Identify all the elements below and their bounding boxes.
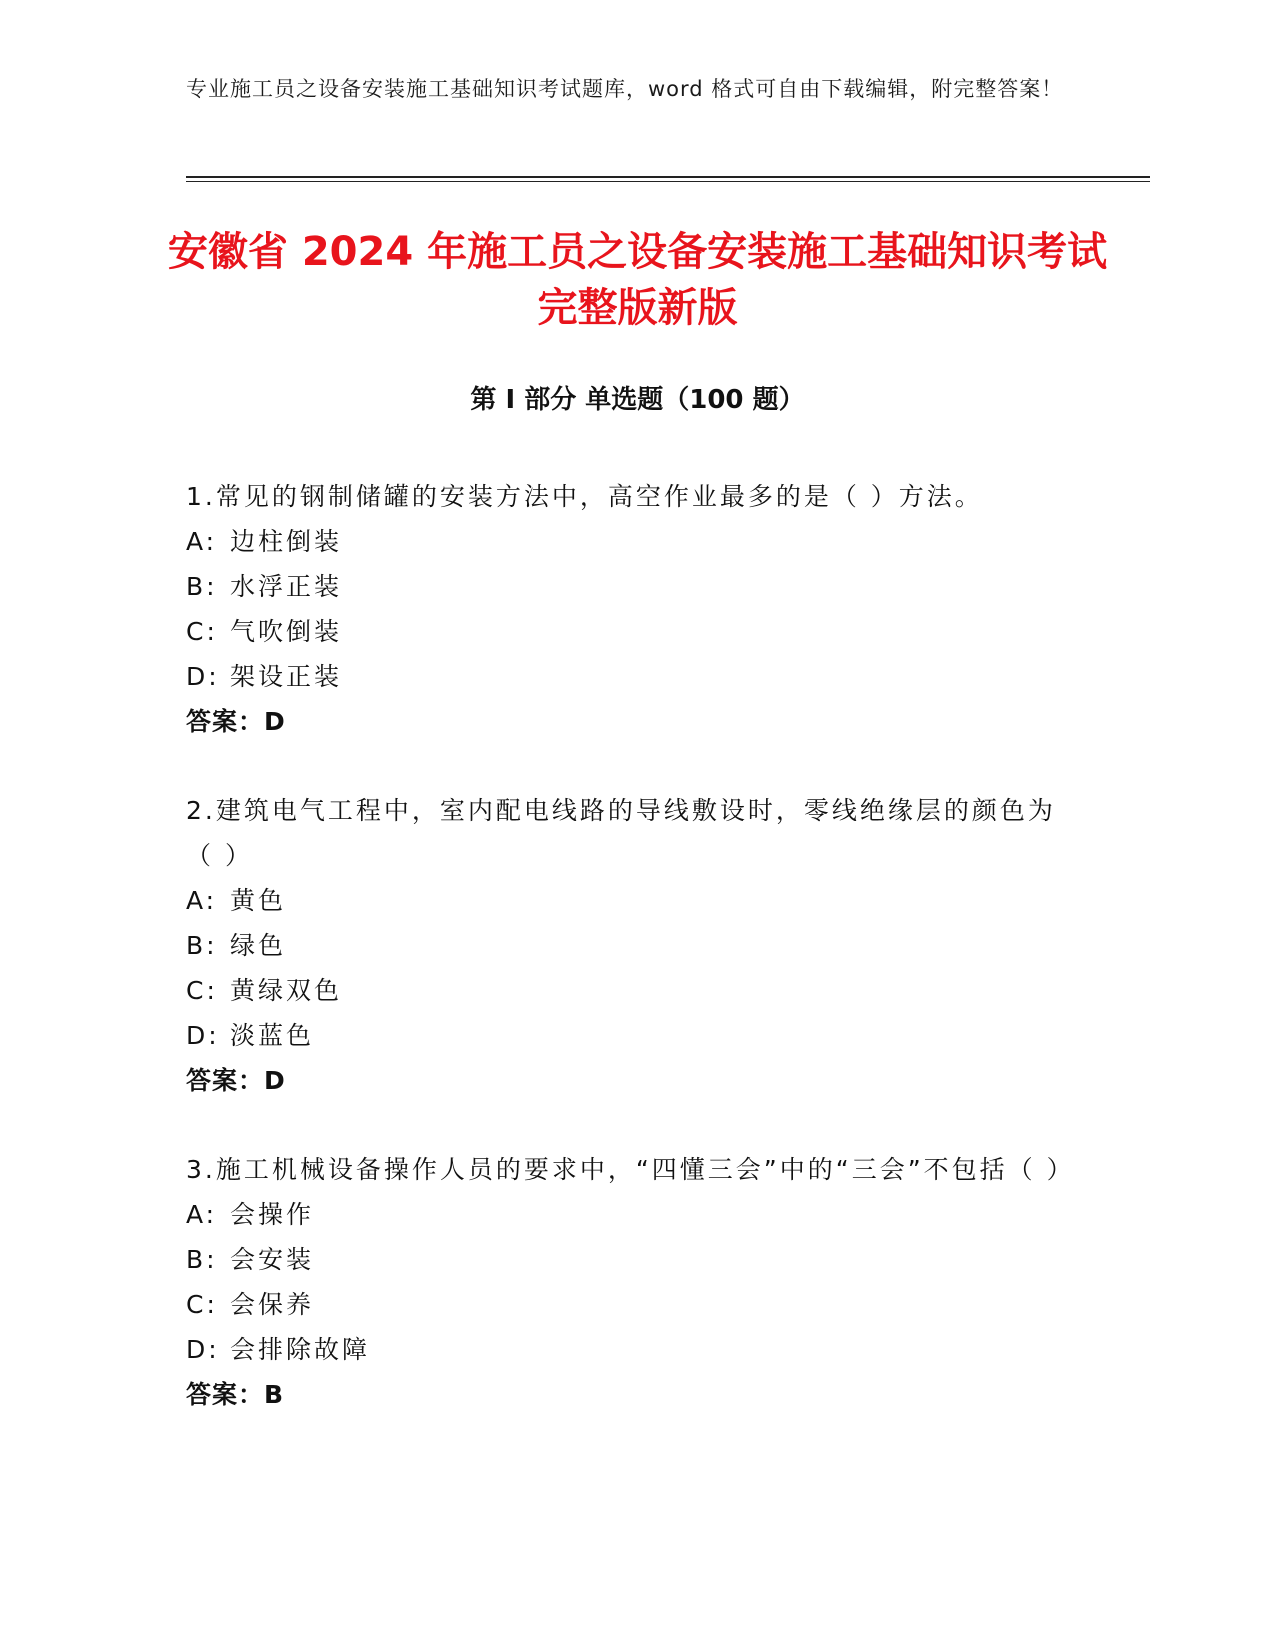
option-letter: C:: [186, 1290, 218, 1319]
question-3: [186, 1147, 1075, 1417]
option-d: [186, 1327, 1066, 1372]
question-1: [186, 474, 1066, 744]
header-rule-thick: [186, 176, 1150, 178]
option-a: [186, 1192, 1066, 1237]
option-text: 会排除故障: [230, 1335, 371, 1364]
section-heading: 第 I 部分 单选题（100 题）: [470, 385, 805, 415]
option-c: [186, 609, 1066, 654]
option-a: [186, 519, 1066, 564]
header-rule-thin: [186, 181, 1150, 182]
header-note: 专业施工员之设备安装施工基础知识考试题库，word 格式可自由下载编辑，附完整答案！: [186, 77, 1064, 101]
option-letter: D:: [186, 1021, 220, 1050]
option-letter: A:: [186, 886, 218, 915]
option-b: [186, 1237, 1066, 1282]
option-letter: B:: [186, 1245, 218, 1274]
option-letter: A:: [186, 1200, 218, 1229]
option-text: 会保养: [230, 1290, 315, 1319]
option-c: [186, 968, 1066, 1013]
answer-line: 答案：D: [186, 1066, 286, 1095]
question-stem: 2.建筑电气工程中，室内配电线路的导线敷设时，零线绝缘层的颜色为（ ）: [186, 796, 1056, 870]
question-2: [186, 788, 1066, 1103]
question-stem: 1.常见的钢制储罐的安装方法中，高空作业最多的是（ ）方法。: [186, 482, 983, 511]
option-letter: C:: [186, 617, 218, 646]
answer-line: 答案：D: [186, 707, 286, 736]
document-title: 安徽省 2024 年施工员之设备安装施工基础知识考试完整版新版: [167, 229, 1108, 331]
question-stem: 3.施工机械设备操作人员的要求中，“四懂三会”中的“三会”不包括（ ）: [186, 1155, 1075, 1184]
answer-line: 答案：B: [186, 1380, 285, 1409]
option-text: 会安装: [230, 1245, 315, 1274]
option-text: 绿色: [230, 931, 287, 960]
option-text: 黄色: [230, 886, 287, 915]
option-letter: B:: [186, 572, 218, 601]
option-d: [186, 654, 1066, 699]
option-text: 水浮正装: [230, 572, 343, 601]
option-b: [186, 923, 1066, 968]
option-a: [186, 878, 1066, 923]
option-text: 架设正装: [230, 662, 343, 691]
option-b: [186, 564, 1066, 609]
option-letter: D:: [186, 1335, 220, 1364]
option-letter: A:: [186, 527, 218, 556]
option-text: 气吹倒装: [230, 617, 343, 646]
option-text: 会操作: [230, 1200, 315, 1229]
option-letter: D:: [186, 662, 220, 691]
option-letter: B:: [186, 931, 218, 960]
option-letter: C:: [186, 976, 218, 1005]
option-text: 淡蓝色: [230, 1021, 315, 1050]
option-c: [186, 1282, 1066, 1327]
option-text: 黄绿双色: [230, 976, 343, 1005]
option-d: [186, 1013, 1066, 1058]
question-list: [186, 474, 1075, 1461]
option-text: 边柱倒装: [230, 527, 343, 556]
